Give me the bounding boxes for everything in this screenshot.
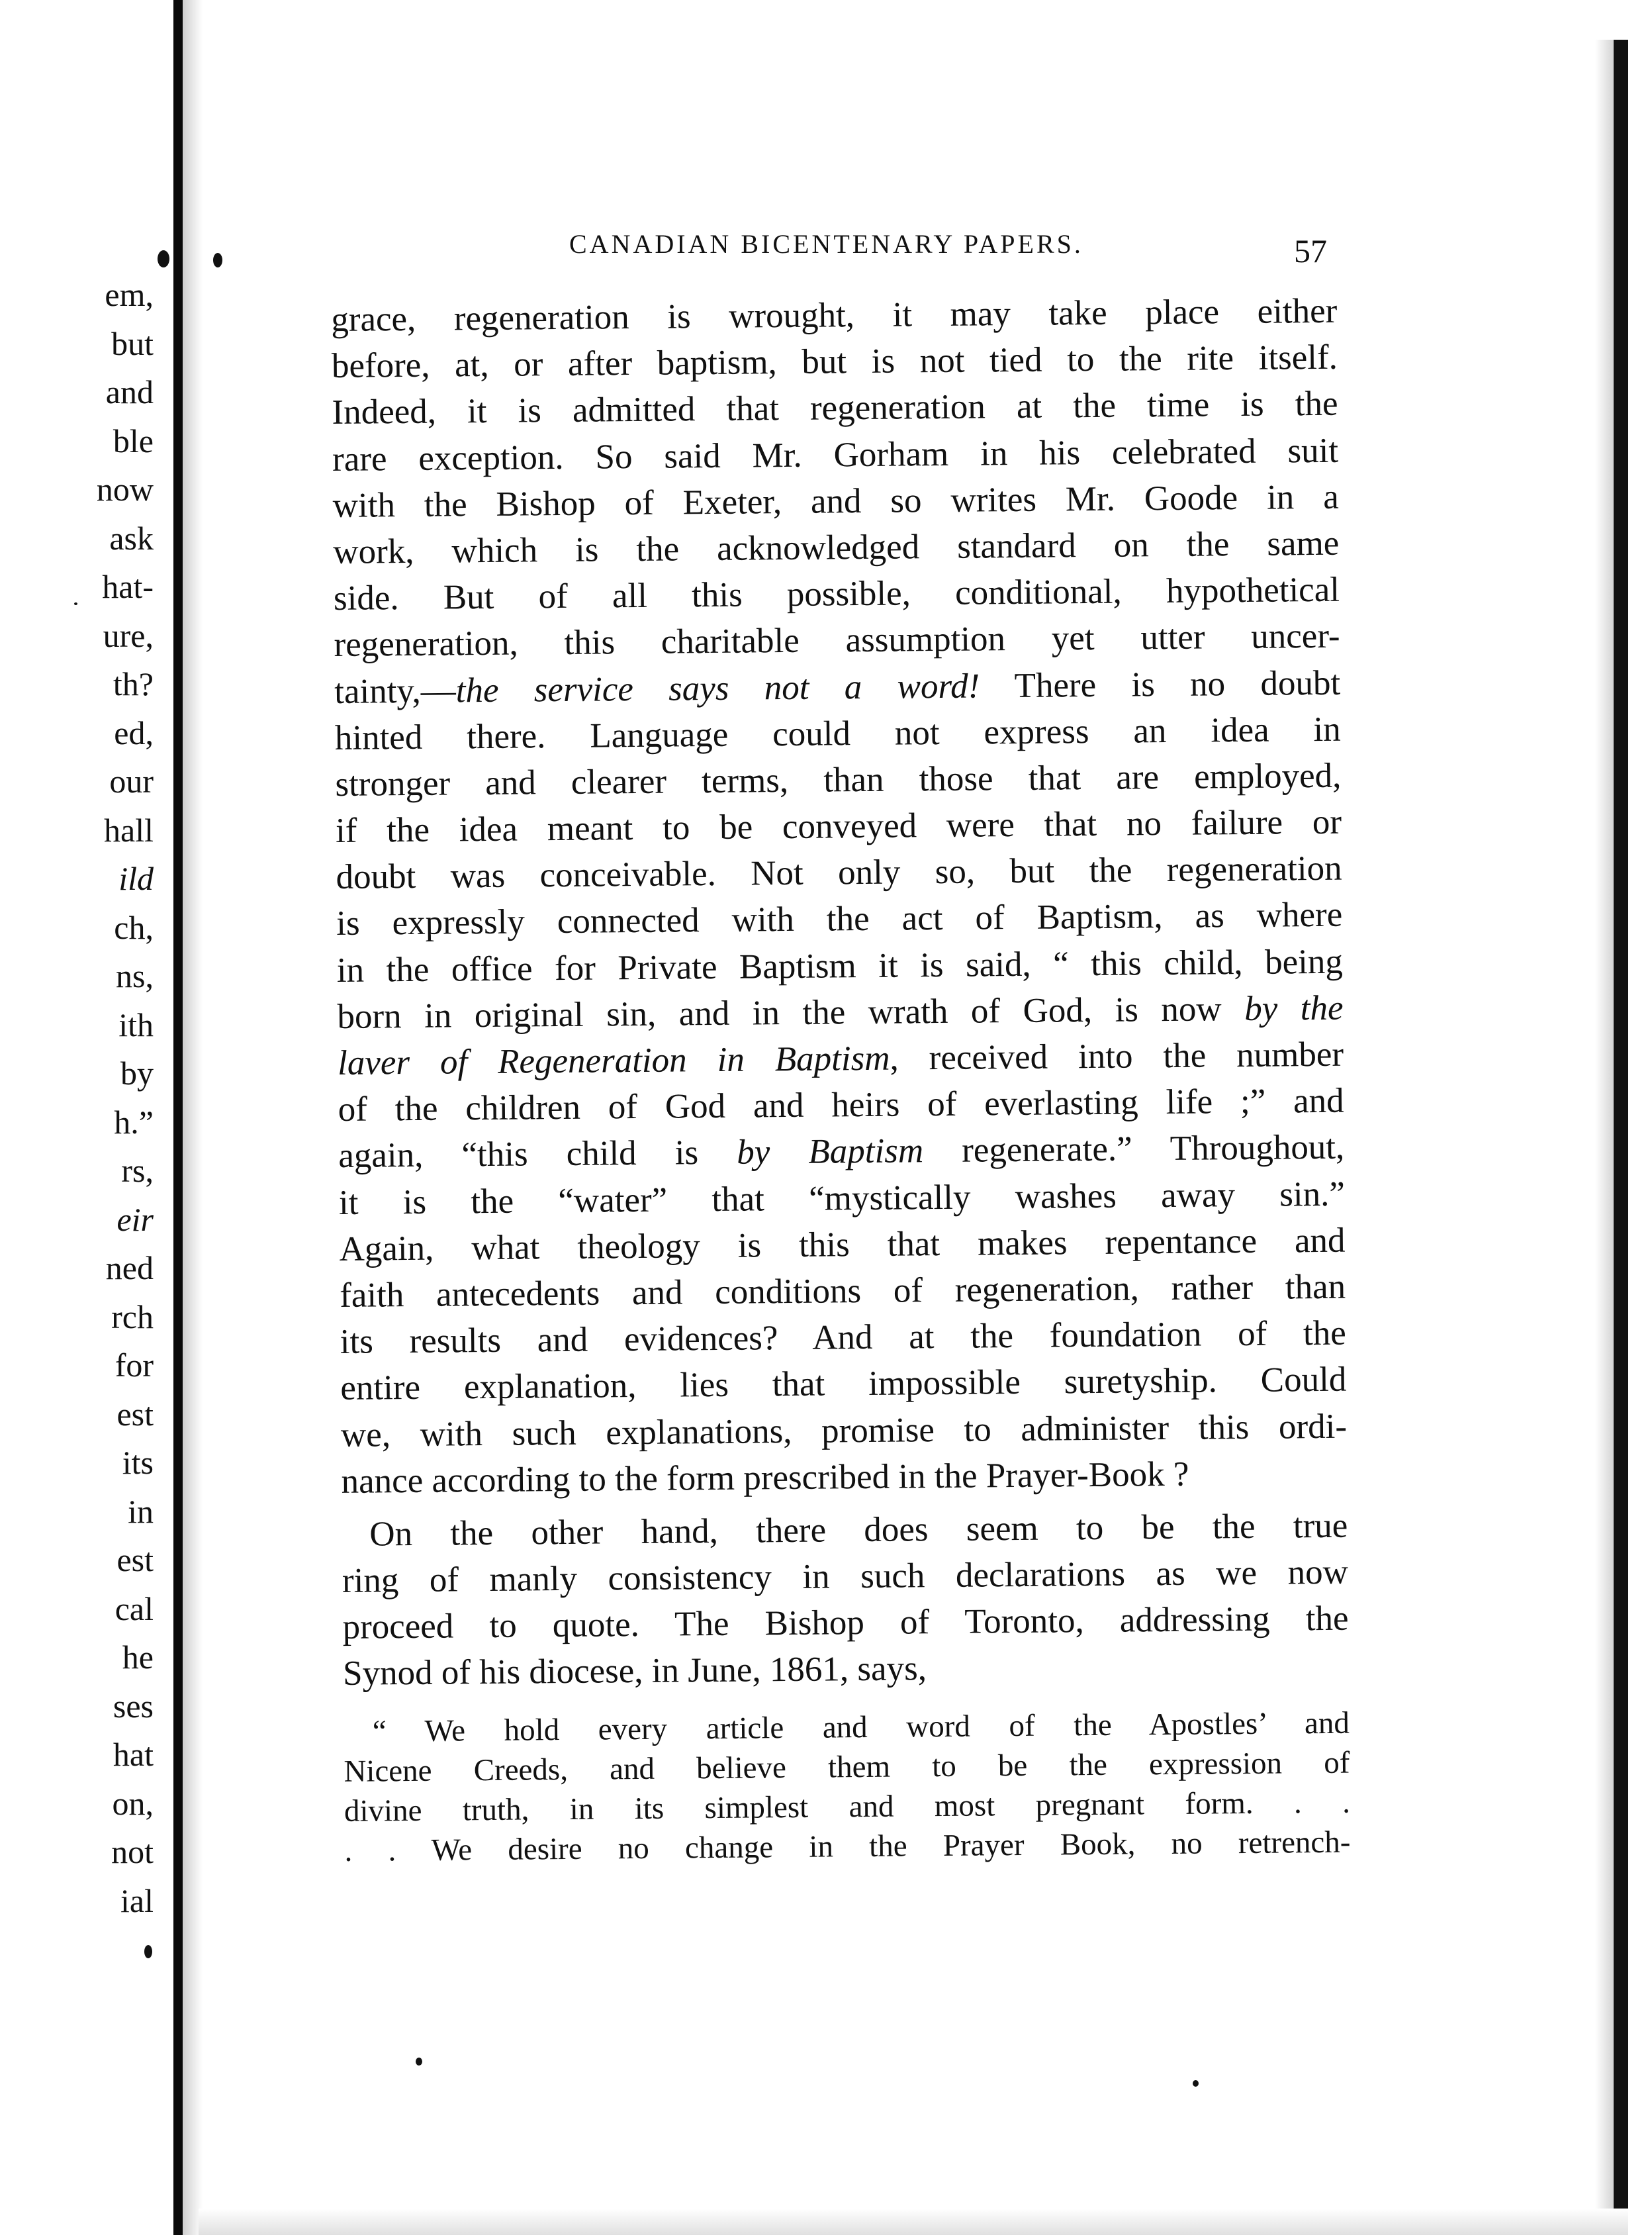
text-line: [332, 381, 1338, 436]
text-line: [342, 1595, 1349, 1650]
text-segment: Synod of his diocese, in June, 1861, says,: [342, 1649, 927, 1693]
text-segment: again, “this child is: [338, 1133, 737, 1176]
text-line: [334, 659, 1341, 714]
fragment-word: for: [115, 1347, 154, 1384]
text-line: [332, 427, 1339, 482]
fragment-word: hall: [104, 811, 154, 849]
text-segment: “ We hold every article and word of the Apostles’ and: [372, 1705, 1350, 1749]
text-segment: doubt was conceivable. Not only so, but the regeneration: [336, 849, 1342, 897]
fragment-word: ch,: [114, 908, 154, 946]
fragment-word: rs,: [121, 1152, 154, 1189]
text-line: [336, 845, 1342, 900]
text-line: [338, 1031, 1344, 1086]
text-line: [340, 1310, 1346, 1365]
text-segment: proceed to quote. The Bishop of Toronto, addressing the: [342, 1599, 1349, 1647]
fragment-word: our: [109, 763, 154, 800]
fragment-word: not: [111, 1833, 154, 1870]
text-line: [337, 985, 1344, 1040]
text-line: [333, 520, 1340, 575]
text-segment: hinted there. Language could not express an idea in: [334, 710, 1342, 757]
italic-text: the service says not a word!: [455, 666, 980, 710]
text-line: [341, 1403, 1348, 1458]
ink-speck: [416, 2058, 422, 2066]
ink-speck: [144, 1945, 152, 1958]
text-line: [338, 1124, 1345, 1179]
page-right-edge: [1614, 40, 1628, 2218]
fragment-word: he: [122, 1639, 154, 1676]
text-segment: grace, regeneration is wrought, it may take place either: [331, 291, 1338, 339]
text-segment: Nicene Creeds, and believe them to be the expression of: [344, 1745, 1350, 1789]
text-line: [342, 1503, 1348, 1558]
text-segment: its results and evidences? And at the foundation of the: [340, 1313, 1346, 1362]
fragment-word: by: [120, 1055, 154, 1092]
fragment-word: th?: [113, 665, 154, 702]
page-number: 57: [1294, 232, 1327, 269]
fragment-word: now: [96, 471, 154, 508]
text-segment: , received into the number: [890, 1035, 1344, 1078]
italic-text: laver of Regeneration in Baptism: [337, 1039, 890, 1082]
text-line: [337, 938, 1344, 993]
text-segment: in the office for Private Baptism it is said, “ this child, being: [336, 942, 1344, 990]
fragment-word: on,: [112, 1784, 154, 1822]
text-line: [332, 334, 1338, 389]
text-line: [331, 288, 1338, 343]
fragment-word: cal: [115, 1590, 154, 1627]
ink-speck: [1193, 2080, 1199, 2087]
fragment-word: ask: [109, 519, 154, 557]
paragraph-2: [342, 1503, 1349, 1697]
fragment-word: ed,: [114, 714, 154, 751]
text-segment: Again, what theology is this that makes repentance and: [339, 1221, 1346, 1268]
gutter-shadow: [183, 0, 203, 2235]
text-segment: entire explanation, lies that impossible suretyship. Could: [340, 1360, 1347, 1408]
text-segment: work, which is the acknowledged standard on the same: [333, 524, 1340, 571]
fragment-word: ns,: [116, 957, 154, 994]
fragment-word: ned: [105, 1249, 154, 1286]
fragment-word: its: [122, 1444, 154, 1481]
fragment-word: est: [116, 1541, 154, 1578]
text-segment: side. But of all this possible, conditional, hypothetical: [333, 570, 1340, 618]
text-segment: we, with such explanations, promise to administer this ordi-: [340, 1407, 1348, 1454]
text-segment: ring of manly consistency in such declarations as we now: [342, 1552, 1349, 1600]
fragment-word: but: [111, 324, 154, 362]
text-segment: of the children of God and heirs of everlasting life ;” and: [338, 1081, 1344, 1129]
text-line: [343, 1642, 1350, 1697]
text-segment: is expressly connected with the act of Baptism, as where: [336, 896, 1343, 943]
italic-text: by the: [1244, 988, 1344, 1028]
text-segment: . . We desire no change in the Prayer Book, no retrench-: [344, 1825, 1351, 1868]
text-segment: regenerate.” Throughout,: [923, 1128, 1345, 1170]
fragment-word: hat-: [102, 568, 154, 605]
text-line: [334, 613, 1340, 668]
fragment-word: ial: [120, 1881, 154, 1919]
text-segment: On the other hand, there does seem to be the true: [369, 1506, 1348, 1554]
fragment-word: hat: [113, 1736, 154, 1773]
text-line: [341, 1449, 1348, 1504]
paragraph-1: [331, 288, 1348, 1505]
ink-speck: [158, 250, 169, 267]
text-segment: born in original sin, and in the wrath of God, is now: [337, 989, 1245, 1036]
body-text: [331, 288, 1351, 1871]
binding-gutter: [173, 0, 183, 2235]
page-edge-shade: [1595, 40, 1614, 2218]
fragment-word: est: [116, 1395, 154, 1433]
fragment-word: eir: [116, 1200, 154, 1238]
text-line: [332, 473, 1339, 528]
text-segment: divine truth, in its simplest and most pregnant form. . .: [344, 1785, 1351, 1829]
text-segment: regeneration, this charitable assumption yet utter uncer-: [334, 617, 1340, 665]
fragment-word: ses: [113, 1687, 154, 1725]
text-segment: rare exception. So said Mr. Gorham in his celebrated suit: [332, 431, 1339, 479]
text-line: [344, 1822, 1350, 1870]
text-line: [336, 799, 1342, 854]
text-segment: it is the “water” that “mystically washes away sin.”: [338, 1174, 1346, 1222]
text-segment: There is no doubt: [979, 663, 1341, 705]
fragment-word: in: [128, 1492, 154, 1530]
page-bottom-edge: [199, 2209, 1628, 2235]
text-segment: nance according to the form prescribed in the Prayer-Book ?: [341, 1454, 1189, 1501]
text-segment: tainty,—: [334, 671, 456, 711]
quotation-block: [344, 1703, 1351, 1870]
fragment-word: em,: [105, 278, 154, 313]
text-line: [340, 1356, 1347, 1411]
text-line: [339, 1170, 1346, 1225]
fragment-word: rch: [111, 1298, 154, 1335]
previous-page-fragment: [0, 278, 159, 1999]
text-line: [335, 706, 1342, 761]
italic-text: by Baptism: [736, 1131, 924, 1172]
fragment-word: ith: [118, 1006, 154, 1043]
ink-speck: [74, 602, 77, 605]
fragment-word: and: [105, 373, 154, 410]
text-segment: Indeed, it is admitted that regeneration at the time is the: [332, 385, 1338, 432]
text-segment: before, at, or after baptism, but is not tied to the rite itself.: [331, 338, 1338, 386]
fragment-word: ure,: [103, 616, 154, 654]
text-line: [340, 1264, 1346, 1319]
text-segment: if the idea meant to be conveyed were that no failure or: [335, 802, 1342, 851]
fragment-word: ble: [113, 422, 154, 459]
fragment-word: ild: [118, 860, 154, 897]
running-head: CANADIAN BICENTENARY PAPERS.: [569, 229, 1083, 259]
text-line: [336, 892, 1343, 947]
text-line: [334, 567, 1340, 622]
text-line: [338, 1078, 1344, 1133]
text-line: [339, 1217, 1346, 1272]
text-line: [335, 753, 1342, 808]
fragment-word: h.”: [114, 1103, 154, 1141]
text-line: [342, 1549, 1349, 1604]
text-segment: stronger and clearer terms, than those that are employed,: [335, 756, 1342, 804]
text-segment: with the Bishop of Exeter, and so writes Mr. Goode in a: [332, 477, 1339, 525]
ink-speck: [213, 253, 222, 267]
text-segment: faith antecedents and conditions of regeneration, rather than: [339, 1267, 1346, 1315]
